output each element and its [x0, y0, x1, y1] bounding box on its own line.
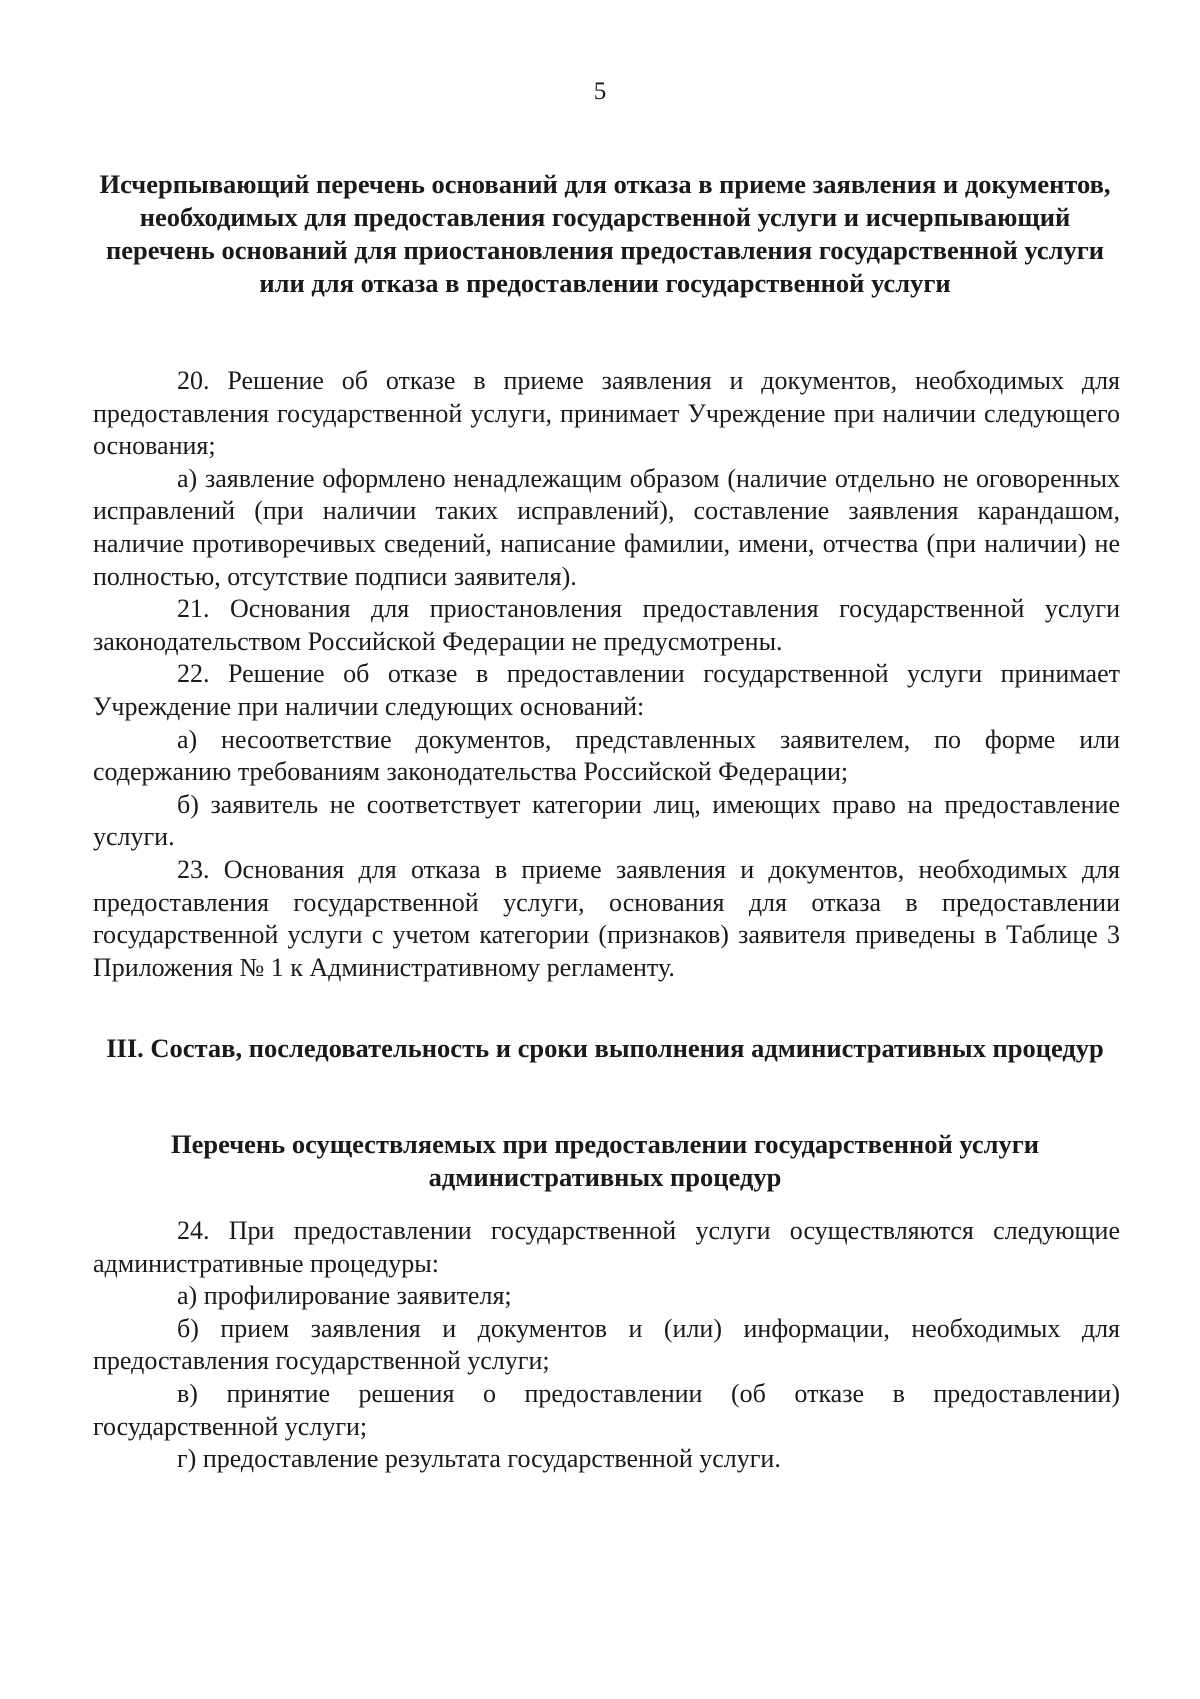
section-heading-procedures-list: Перечень осуществляемых при предоставлении государственной услуги административных процедур — [170, 1129, 1040, 1192]
list-item-24d: г) предоставление результата государственной услуги. — [177, 1444, 781, 1474]
paragraph-23: 23. Основания для отказа в приеме заявления и документов, необходимых для предоставления государственной услуги, основания для отказа в предоставлении государственной услуги с учетом категории (признаков) заявителя приведены в Таблице 3 Приложения № 1 к Административному регламенту. — [93, 854, 1120, 982]
paragraph-20a: а) заявление оформлено ненадлежащим образом (наличие отдельно не оговоренных исправлений (при наличии таких исправлений), составление заявления карандашом, наличие противоречивых сведений, написание фамилии, имени, отчества (при наличии) не полностью, отсутствие подписи заявителя). — [93, 463, 1120, 591]
paragraph-24: 24. При предоставлении государственной услуги осуществляются следующие административные процедуры: — [93, 1216, 1120, 1278]
chapter-heading-iii: III. Состав, последовательность и сроки выполнения административных процедур — [106, 1033, 1104, 1063]
paragraph-22b: б) заявитель не соответствует категории лиц, имеющих право на предоставление услуги. — [93, 789, 1120, 852]
paragraph-22a: а) несоответствие документов, представленных заявителем, по форме или содержанию требованиям законодательства Российской Федерации; — [93, 724, 1120, 787]
list-item-24b: б) прием заявления и документов и (или) информации, необходимых для предоставления государственной услуги; — [93, 1313, 1120, 1376]
page-number: 5 — [593, 78, 607, 105]
paragraph-21: 21. Основания для приостановления предоставления государственной услуги законодательством Российской Федерации не предусмотрены. — [93, 594, 1120, 656]
list-item-24a: а) профилирование заявителя; — [177, 1281, 512, 1311]
paragraph-22: 22. Решение об отказе в предоставлении государственной услуги принимает Учреждение при наличии следующих оснований: — [93, 659, 1120, 721]
list-item-24c: в) принятие решения о предоставлении (об отказе в предоставлении) государственной услуги; — [93, 1378, 1120, 1441]
section-heading-refusal-grounds: Исчерпывающий перечень оснований для отказа в приеме заявления и документов, необходимых для предоставления государственной услуги и исчерпывающий перечень оснований для приостановления предоставления государственной услуги или для отказа в предоставлении государственной услуги — [99, 169, 1111, 298]
refusal-grounds-body — [93, 365, 1120, 984]
procedures-list-body — [93, 1215, 1120, 1476]
paragraph-20: 20. Решение об отказе в приеме заявления и документов, необходимых для предоставления государственной услуги, принимает Учреждение при наличии следующего основания; — [93, 366, 1120, 461]
